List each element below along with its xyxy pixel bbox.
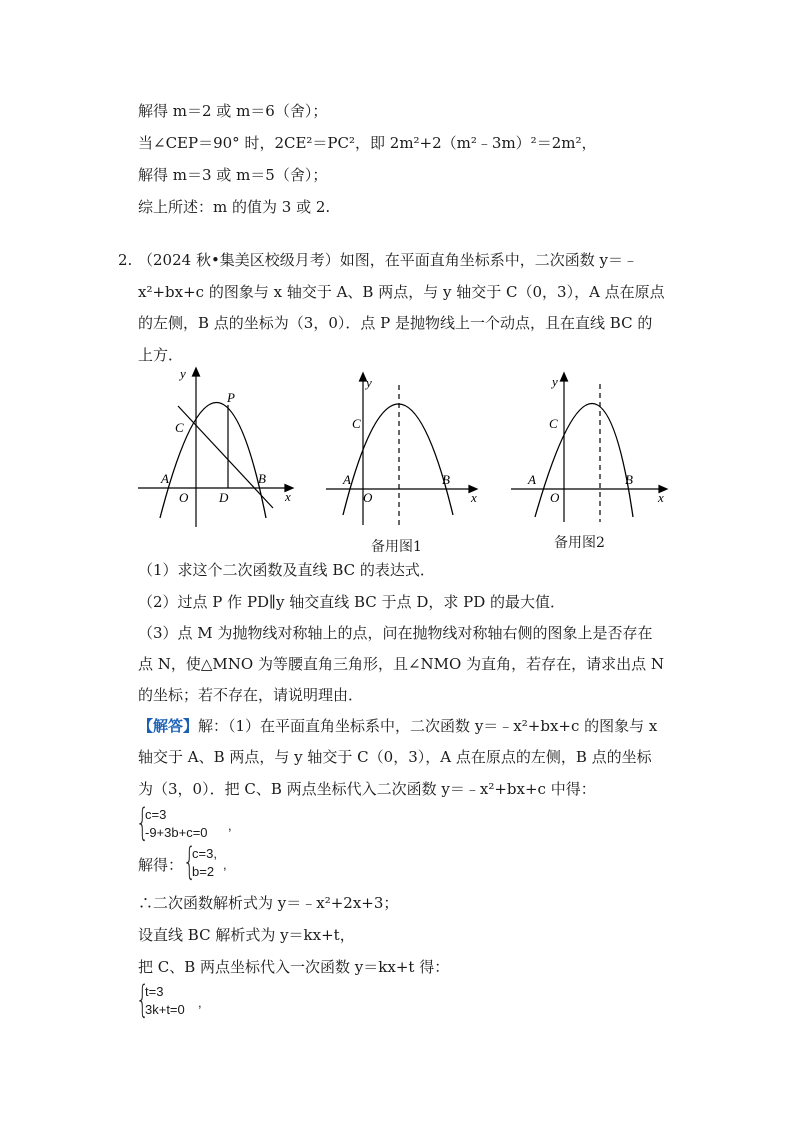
question-line-2: [138, 282, 665, 302]
equation-system-1: [136, 801, 258, 844]
answer-line-2-text: 轴交于 A、B 两点，与 y 轴交于 C（0，3），A 点在原点的左侧，B 点的坐标: [138, 748, 652, 766]
solution-line-3-text: 解得 m＝3 或 m＝5（舍）；: [138, 166, 328, 184]
equation-3-comma: ,: [198, 995, 202, 1010]
label-b: B: [258, 471, 266, 486]
equation-2a: c=3,: [192, 846, 217, 861]
label-b: B: [442, 472, 450, 487]
solution-line-4: [138, 197, 330, 217]
part-3-line-1-text: （3）点 M 为抛物线对称轴上的点，问在抛物线对称轴右侧的图象上是否存在: [138, 624, 653, 642]
label-x: x: [471, 490, 477, 505]
answer-line-3: [138, 779, 596, 799]
label-c: C: [352, 416, 361, 431]
part-3-line-2-text: 点 N，使△MNO 为等腰直角三角形，且∠NMO 为直角，若存在，请求出点 N: [138, 655, 664, 673]
label-y: y: [552, 374, 558, 389]
caption-backup-1: 备用图1: [371, 539, 422, 555]
answer-line-1-text: 解：（1）在平面直角坐标系中，二次函数 y＝﹣x²+bx+c 的图象与 x: [198, 717, 658, 735]
figure-main: [135, 362, 305, 532]
label-o: O: [179, 490, 189, 505]
answer-line-1: [138, 716, 657, 736]
answer-tag: 【解答】: [138, 717, 199, 735]
solve-label-text: 解得：: [138, 856, 184, 874]
figure-backup-1: [323, 365, 488, 530]
answer-line-5: [138, 925, 355, 945]
solution-line-4-text: 综上所述：m 的值为 3 或 2.: [138, 198, 331, 216]
solution-line-2: [138, 133, 596, 153]
part-3-line-3-text: 的坐标；若不存在，请说明理由．: [138, 686, 364, 704]
label-a: A: [161, 471, 169, 486]
label-o: O: [363, 490, 373, 505]
label-a: A: [343, 472, 351, 487]
brace-icon: {: [136, 801, 149, 844]
answer-line-6-text: 把 C、B 两点坐标代入一次函数 y＝kx+t 得：: [138, 958, 450, 976]
equation-2b: b=2: [192, 864, 215, 879]
question-line-3-text: 的左侧，B 点的坐标为（3，0）．点 P 是抛物线上一个动点，且在直线 BC 的: [138, 314, 653, 332]
part-3-line-3: [138, 685, 363, 705]
question-line-4-text: 上方．: [138, 346, 184, 364]
y-axis-arrow-icon: [561, 373, 568, 381]
question-line-1: [138, 250, 638, 270]
answer-line-4-text: ∴二次函数解析式为 y＝﹣x²+2x+3；: [138, 894, 399, 912]
label-c: C: [175, 420, 184, 435]
label-y: y: [180, 366, 186, 381]
equation-system-2: [183, 840, 265, 883]
solution-line-1: [138, 101, 327, 121]
equation-system-3: [136, 978, 238, 1021]
question-number-text: 2.: [118, 251, 133, 269]
answer-line-2: [138, 747, 652, 767]
part-1-text: （1）求这个二次函数及直线 BC 的表达式．: [138, 561, 435, 579]
equation-3b: 3k+t=0: [145, 1002, 185, 1017]
answer-line-3-text: 为（3，0）．把 C、B 两点坐标代入二次函数 y＝﹣x²+bx+c 中得：: [138, 780, 596, 798]
part-2-text: （2）过点 P 作 PD∥y 轴交直线 BC 于点 D，求 PD 的最大值．: [138, 593, 565, 611]
part-3-line-1: [138, 623, 652, 643]
solution-line-3: [138, 165, 327, 185]
label-x: x: [285, 489, 291, 504]
answer-line-6: [138, 957, 449, 977]
equation-1a: c=3: [145, 807, 167, 822]
part-3-line-2: [138, 654, 664, 674]
label-p: P: [227, 390, 235, 405]
y-axis-arrow-icon: [193, 368, 200, 376]
question-number: [118, 250, 132, 270]
equation-3a: t=3: [145, 984, 164, 999]
question-line-1-text: （2024 秋•集美区校级月考）如图，在平面直角坐标系中，二次函数 y＝﹣: [138, 251, 639, 269]
equation-1b: -9+3b+c=0: [145, 825, 208, 840]
label-d: D: [219, 490, 229, 505]
solve-label: [138, 855, 183, 875]
part-1: [138, 560, 435, 580]
equation-1-comma: ,: [228, 818, 232, 833]
question-line-2-text: x²+bx+c 的图象与 x 轴交于 A、B 两点，与 y 轴交于 C（0，3），A 点在原点: [138, 283, 665, 301]
answer-line-4: [138, 893, 398, 913]
part-2: [138, 592, 565, 612]
label-o: O: [550, 490, 560, 505]
question-line-3: [138, 313, 652, 333]
label-c: C: [549, 416, 558, 431]
label-x: x: [658, 490, 664, 505]
caption-backup-2: 备用图2: [554, 535, 605, 551]
answer-line-5-text: 设直线 BC 解析式为 y＝kx+t，: [138, 926, 355, 944]
brace-icon: {: [183, 840, 196, 883]
equation-2-comma: ,: [223, 857, 227, 872]
label-b: B: [625, 472, 633, 487]
solution-line-2-text: 当∠CEP＝90° 时，2CE²＝PC²，即 2m²+2（m²﹣3m）²＝2m²，: [138, 134, 597, 152]
brace-icon: {: [136, 978, 149, 1021]
label-y: y: [366, 375, 372, 390]
figure-backup-2: [508, 362, 673, 527]
solution-line-1-text: 解得 m＝2 或 m＝6（舍）；: [138, 102, 328, 120]
label-a: A: [528, 472, 536, 487]
